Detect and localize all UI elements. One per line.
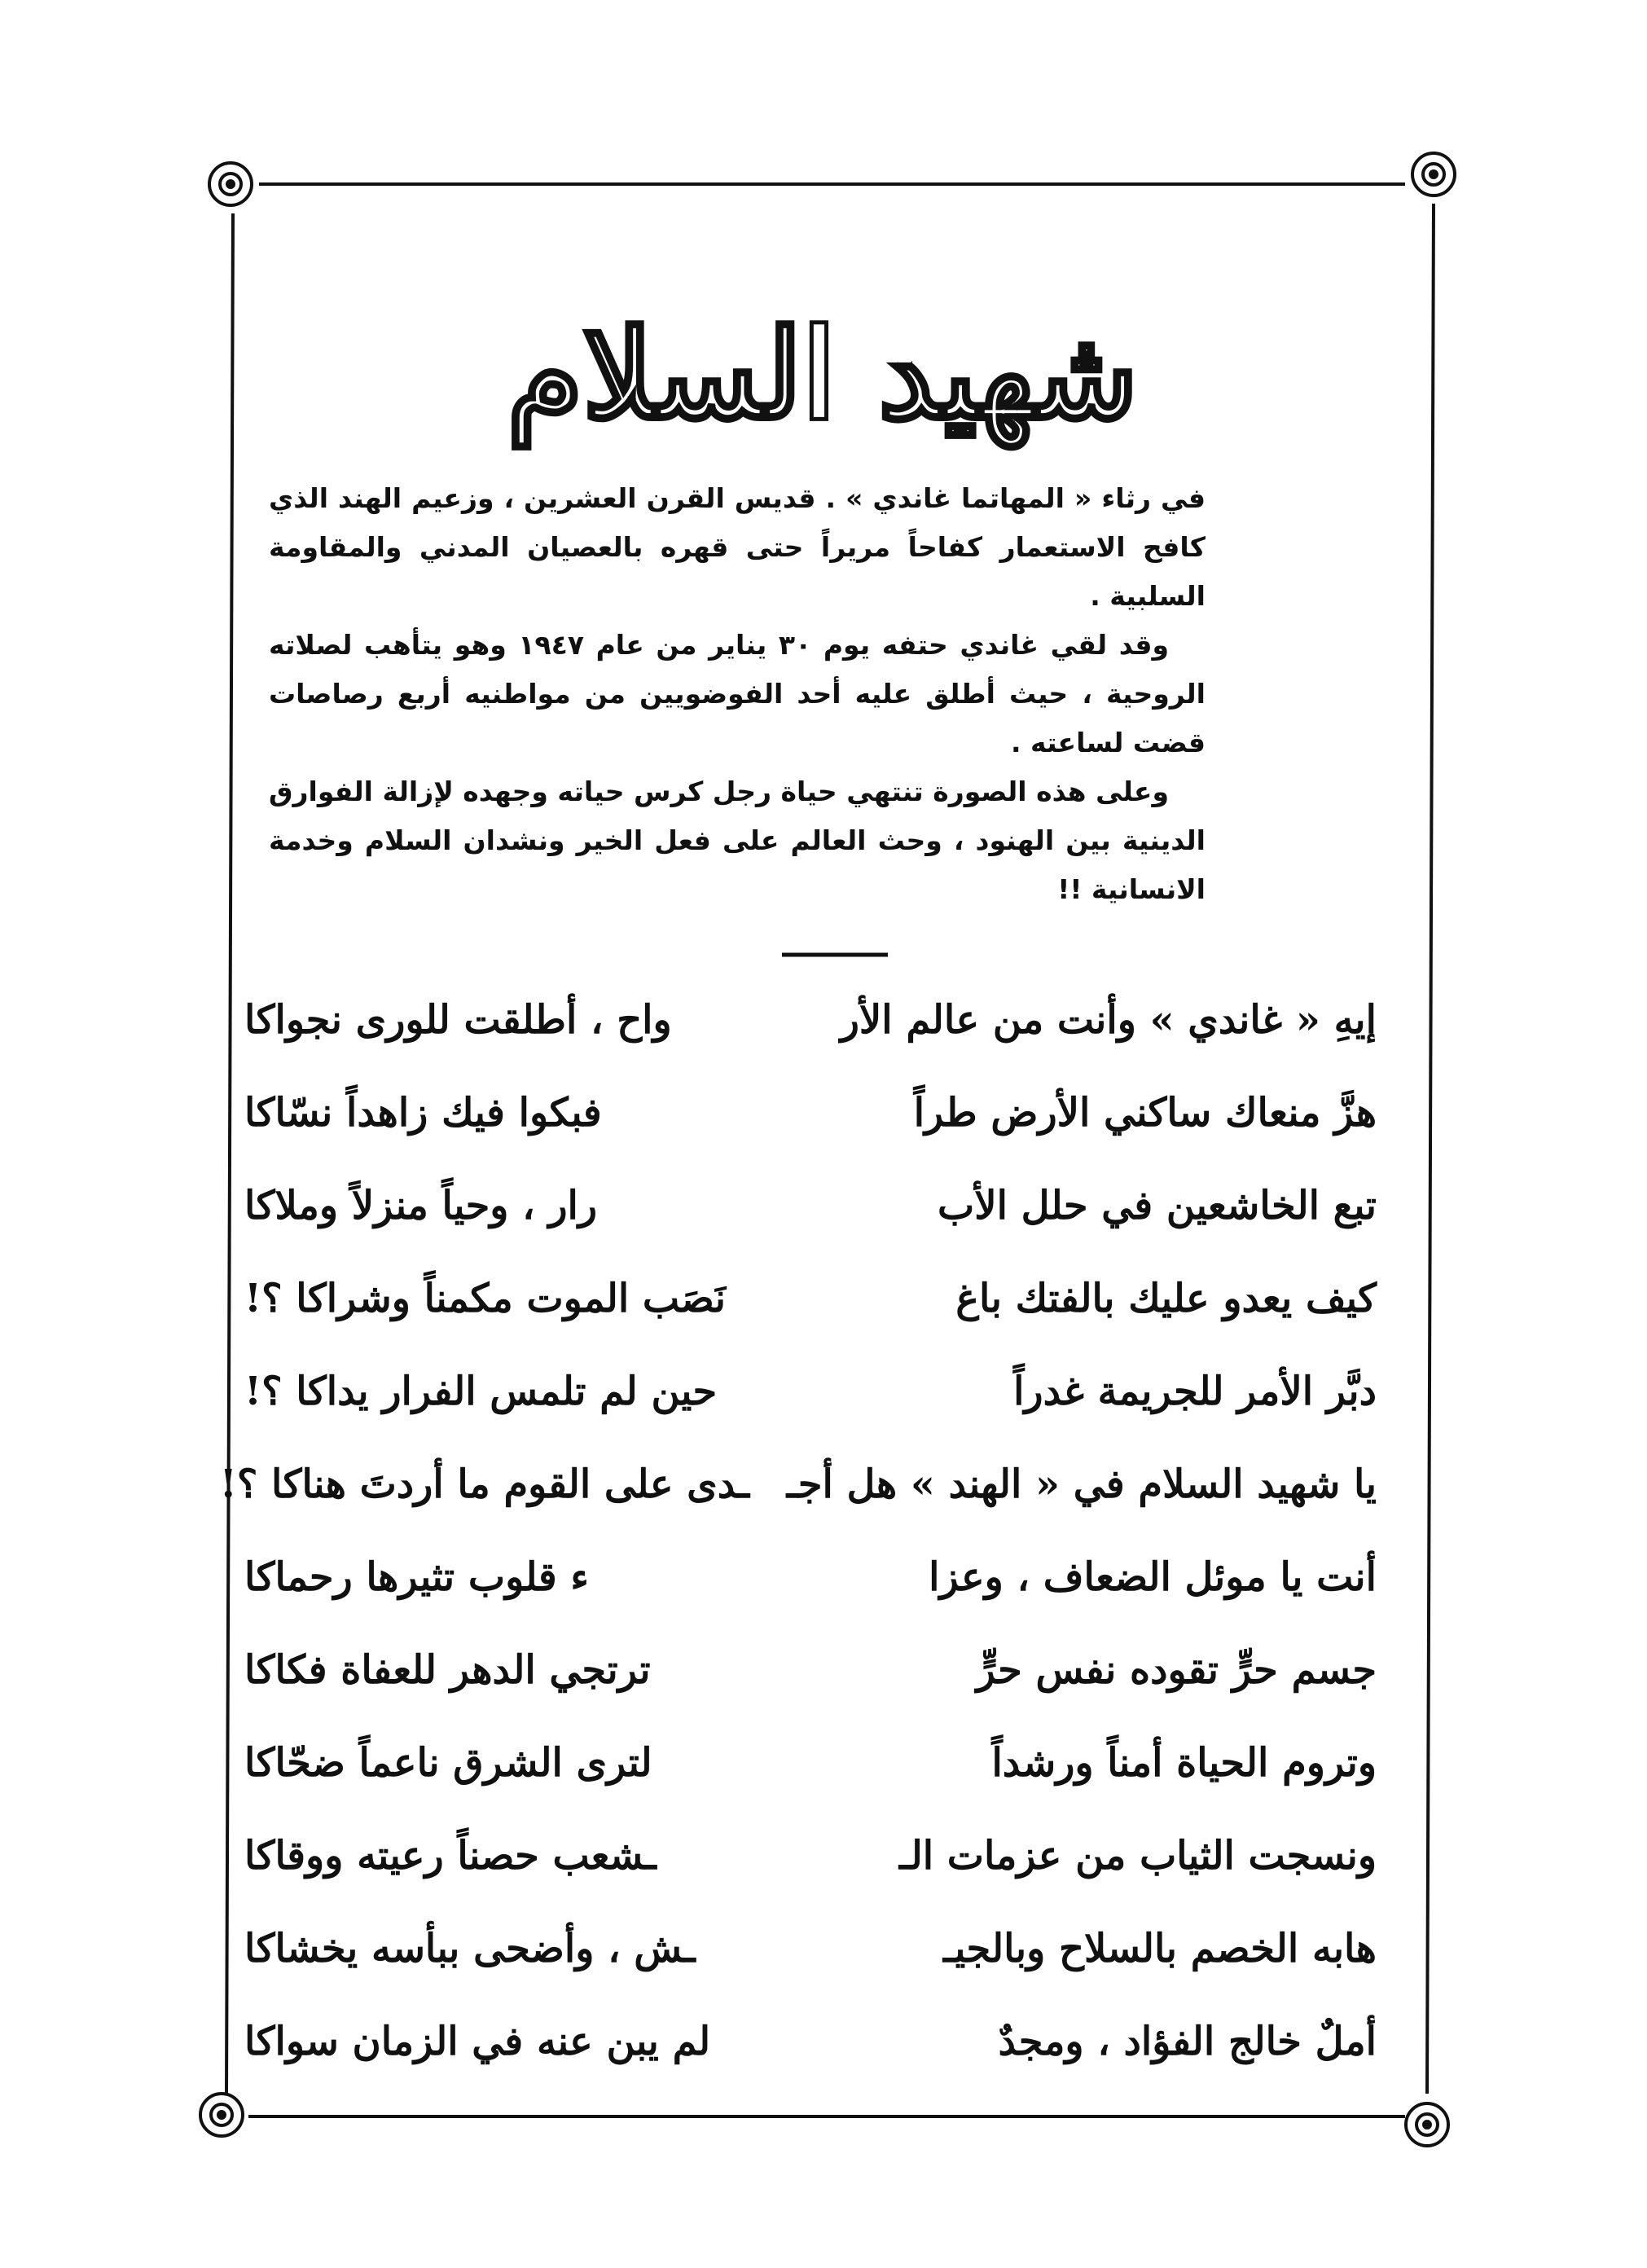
intro-paragraph: في رثاء « المهاتما غاندي » . قديس القرن العشرين ، وزعيم الهند الذي كافح الاستعمار كفاحاً مريراً حتى قهره بالعصيان المدني والمقاومة السلبية . [269,482,1206,612]
verse-second-hemistich: لترى الشرق ناعماً ضحّاكا [244,1740,652,1786]
poem-verse [244,1902,1377,1995]
poem-verse [244,974,1377,1066]
verse-first-hemistich: تبع الخاشعين في حلل الأب [938,1183,1377,1228]
left-border-line [226,213,233,2095]
verse-first-hemistich: وتروم الحياة أمناً ورشداً [991,1740,1377,1786]
poem-verse [244,1252,1377,1345]
verse-first-hemistich: إيهِ « غاندي » وأنت من عالم الأر [840,997,1377,1043]
verse-first-hemistich: هابه الخصم بالسلاح وبالجيـ [942,1926,1377,1971]
verse-first-hemistich: دبَّر الأمر للجريمة غدراً [1013,1369,1377,1414]
verse-first-hemistich: أنت يا موئل الضعاف ، وعزا [929,1554,1377,1600]
poem-verse [244,1716,1377,1809]
poem [219,974,1377,2088]
corner-ornament-bottom-right [1406,2103,1448,2146]
poem-verse [219,1438,1377,1531]
verse-second-hemistich: واح ، أطلقت للورى نجواكا [244,997,672,1043]
intro-paragraph: وقد لقي غاندي حتفه يوم ٣٠ يناير من عام ١٩٤٧ وهو يتأهب لصلاته الروحية ، حيث أطلق عليه أحد الفوضويين من مواطنيه أربع رصاصات قضت لساعته . [269,629,1206,758]
verse-first-hemistich: أملٌ خالج الفؤاد ، ومجدٌ [998,2019,1377,2064]
verse-second-hemistich: لم يبن عنه في الزمان سواكا [244,2019,711,2064]
poem-verse [244,1531,1377,1624]
verse-second-hemistich: ـشعب حصناً رعيته ووقاكا [244,1833,657,1879]
verse-first-hemistich: هزَّ منعاك ساكني الأرض طراً [913,1090,1377,1136]
verse-second-hemistich: ترتجي الدهر للعفاة فكاكا [244,1647,651,1693]
verse-second-hemistich: ـش ، وأضحى ببأسه يخشاكا [244,1926,696,1971]
verse-first-hemistich: يا شهيد السلام في « الهند » هل أجـ [786,1461,1377,1507]
poem-verse [244,1159,1377,1252]
corner-ornament-top-right [1412,153,1455,196]
poem-verse [244,1345,1377,1438]
verse-first-hemistich: كيف يعدو عليك بالفتك باغ [955,1276,1377,1321]
verse-second-hemistich: فبكوا فيك زاهداً نسّاكا [244,1090,602,1136]
verse-second-hemistich: ء قلوب تثيرها رحماكا [244,1554,589,1600]
verse-second-hemistich: رار ، وحياً منزلاً وملاكا [244,1183,598,1228]
verse-first-hemistich: جسم حرٍّ تقوده نفس حرٍّ [976,1647,1377,1693]
intro-paragraph: وعلى هذه الصورة تنتهي حياة رجل كرس حياته وجهده لإزالة الفوارق الدينية بين الهنود ، وحث العالم على فعل الخير ونشدان السلام وخدمة الانسانية !! [269,776,1206,905]
verse-second-hemistich: نَصَب الموت مكمناً وشراكا ؟! [244,1276,726,1321]
poem-verse [244,1995,1377,2088]
poem-verse [244,1624,1377,1716]
page-title: شهيد السلام [507,303,1139,446]
verse-second-hemistich: ـدى على القوم ما أردتَ هناكا ؟! [219,1461,749,1507]
verse-second-hemistich: حين لم تلمس الفرار يداكا ؟! [244,1369,718,1414]
corner-ornament-top-left [209,163,252,205]
poem-verse [244,1066,1377,1159]
intro-text [269,474,1206,914]
right-border-line [1427,204,1434,2094]
verse-first-hemistich: ونسجت الثياب من عزمات الـ [899,1833,1377,1879]
poem-verse [244,1809,1377,1902]
corner-ornament-bottom-left [200,2094,243,2136]
